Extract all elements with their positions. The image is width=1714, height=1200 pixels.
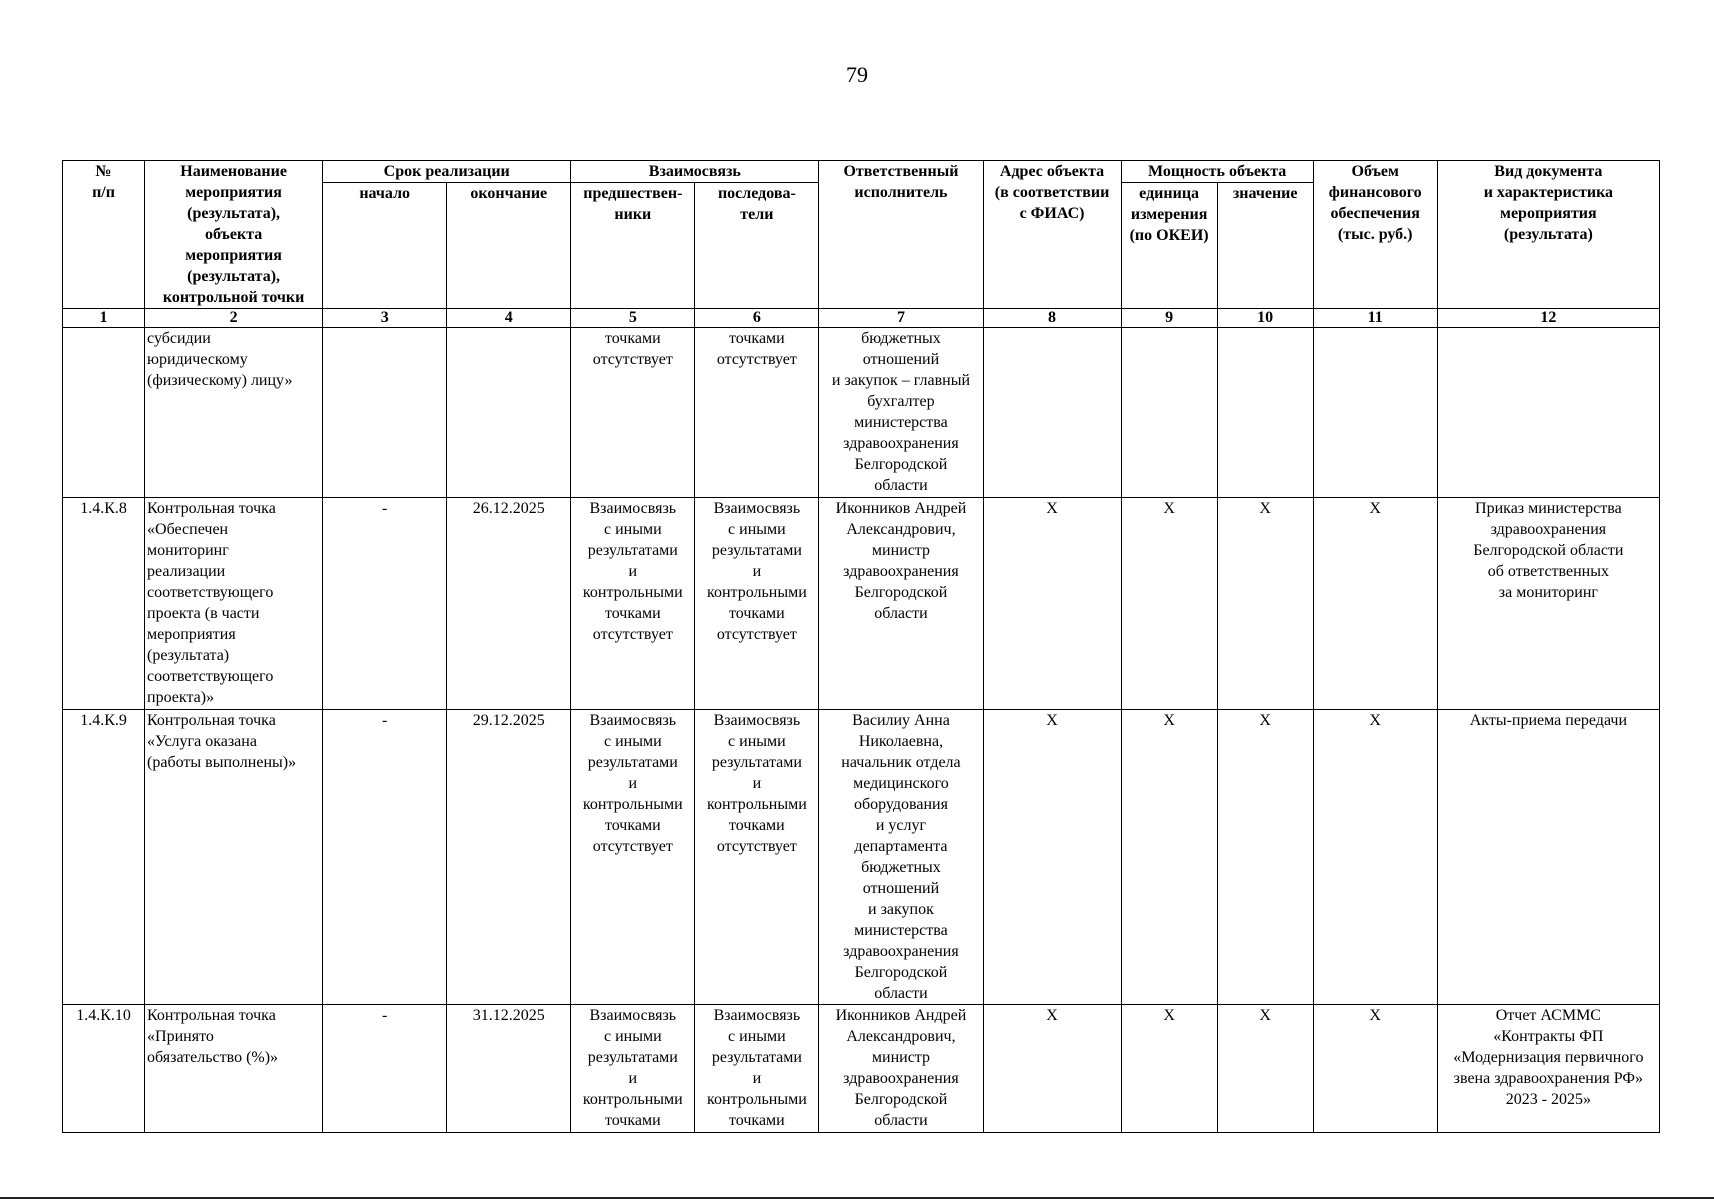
row-doc-type: Отчет АСММС «Контракты ФП «Модернизация первичного звена здравоохранения РФ» 2023 - 2025» — [1437, 1005, 1659, 1133]
row-start: - — [323, 710, 447, 1005]
header-unit: единица измерения (по ОКЕИ) — [1121, 183, 1217, 309]
row-address: Х — [983, 710, 1121, 1005]
column-number: 1 — [63, 309, 145, 328]
row-unit: Х — [1121, 710, 1217, 1005]
header-finance: Объем финансового обеспечения (тыс. руб.) — [1313, 161, 1437, 309]
row-finance: Х — [1313, 1005, 1437, 1133]
row-predecessors: Взаимосвязь с иными результатами и контрольными точками отсутствует — [571, 710, 695, 1005]
row-end: 31.12.2025 — [447, 1005, 571, 1133]
header-group-vzaimosvyaz: Взаимосвязь — [571, 161, 819, 183]
column-number: 7 — [819, 309, 983, 328]
header-doc-type: Вид документа и характеристика мероприятия (результата) — [1437, 161, 1659, 309]
row-finance — [1313, 328, 1437, 498]
table-header — [63, 161, 1660, 309]
column-number: 8 — [983, 309, 1121, 328]
column-number: 9 — [1121, 309, 1217, 328]
table-body — [63, 309, 1660, 1133]
header-name: Наименование мероприятия (результата), объекта мероприятия (результата), контрольной точки — [145, 161, 323, 309]
header-group-moshchnost: Мощность объекта — [1121, 161, 1313, 183]
table-row — [63, 710, 1660, 1005]
row-successors: Взаимосвязь с иными результатами и контрольными точками — [695, 1005, 819, 1133]
row-name: Контрольная точка «Обеспечен мониторинг реализации соответствующего проекта (в части мероприятия (результата) соответствующего проекта)» — [145, 498, 323, 710]
row-address: Х — [983, 498, 1121, 710]
header-predecessors: предшествен- ники — [571, 183, 695, 309]
header-end: окончание — [447, 183, 571, 309]
column-number: 2 — [145, 309, 323, 328]
row-number — [63, 328, 145, 498]
column-number: 6 — [695, 309, 819, 328]
row-value: Х — [1217, 498, 1313, 710]
header-number: № п/п — [63, 161, 145, 309]
row-name: субсидии юридическому (физическому) лицу» — [145, 328, 323, 498]
header-address: Адрес объекта (в соответствии с ФИАС) — [983, 161, 1121, 309]
row-doc-type: Акты-приема передачи — [1437, 710, 1659, 1005]
header-start: начало — [323, 183, 447, 309]
column-number: 3 — [323, 309, 447, 328]
row-name: Контрольная точка «Услуга оказана (работы выполнены)» — [145, 710, 323, 1005]
row-name: Контрольная точка «Принято обязательство (%)» — [145, 1005, 323, 1133]
row-end — [447, 328, 571, 498]
column-number: 11 — [1313, 309, 1437, 328]
row-address: Х — [983, 1005, 1121, 1133]
row-value: Х — [1217, 1005, 1313, 1133]
row-start: - — [323, 498, 447, 710]
row-predecessors: точками отсутствует — [571, 328, 695, 498]
header-group-srok: Срок реализации — [323, 161, 571, 183]
row-responsible: Иконников Андрей Александрович, министр здравоохранения Белгородской области — [819, 498, 983, 710]
column-number-row — [63, 309, 1660, 328]
header-successors: последова- тели — [695, 183, 819, 309]
header-responsible: Ответственный исполнитель — [819, 161, 983, 309]
row-finance: Х — [1313, 710, 1437, 1005]
column-number: 12 — [1437, 309, 1659, 328]
row-unit: Х — [1121, 498, 1217, 710]
row-predecessors: Взаимосвязь с иными результатами и контрольными точками отсутствует — [571, 498, 695, 710]
row-number: 1.4.К.9 — [63, 710, 145, 1005]
table-row — [63, 328, 1660, 498]
row-doc-type: Приказ министерства здравоохранения Белгородской области об ответственных за мониторинг — [1437, 498, 1659, 710]
row-number: 1.4.К.8 — [63, 498, 145, 710]
row-finance: Х — [1313, 498, 1437, 710]
row-successors: точками отсутствует — [695, 328, 819, 498]
activities-table — [62, 160, 1660, 1133]
row-responsible: Иконников Андрей Александрович, министр здравоохранения Белгородской области — [819, 1005, 983, 1133]
page-bottom-edge — [0, 1197, 1714, 1199]
row-doc-type — [1437, 328, 1659, 498]
row-predecessors: Взаимосвязь с иными результатами и контрольными точками — [571, 1005, 695, 1133]
row-value — [1217, 328, 1313, 498]
row-successors: Взаимосвязь с иными результатами и контрольными точками отсутствует — [695, 710, 819, 1005]
row-unit — [1121, 328, 1217, 498]
column-number: 5 — [571, 309, 695, 328]
row-address — [983, 328, 1121, 498]
row-number: 1.4.К.10 — [63, 1005, 145, 1133]
row-start: - — [323, 1005, 447, 1133]
row-successors: Взаимосвязь с иными результатами и контрольными точками отсутствует — [695, 498, 819, 710]
row-unit: Х — [1121, 1005, 1217, 1133]
row-end: 29.12.2025 — [447, 710, 571, 1005]
table-row — [63, 1005, 1660, 1133]
row-end: 26.12.2025 — [447, 498, 571, 710]
row-responsible: Василиу Анна Николаевна, начальник отдела медицинского оборудования и услуг департамента бюджетных отношений и закупок министерства здравоохранения Белгородской области — [819, 710, 983, 1005]
header-value: значение — [1217, 183, 1313, 309]
column-number: 4 — [447, 309, 571, 328]
table-row — [63, 498, 1660, 710]
row-value: Х — [1217, 710, 1313, 1005]
column-number: 10 — [1217, 309, 1313, 328]
row-responsible: бюджетных отношений и закупок – главный бухгалтер министерства здравоохранения Белгородской области — [819, 328, 983, 498]
page-number: 79 — [846, 62, 868, 87]
row-start — [323, 328, 447, 498]
